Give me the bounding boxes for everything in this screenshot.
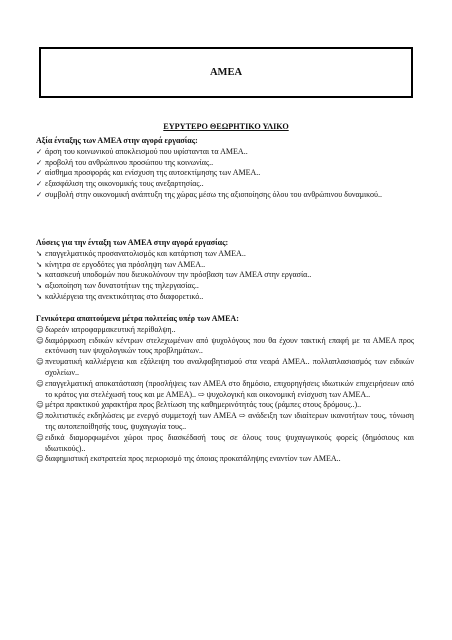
section-value-of-integration xyxy=(36,136,414,201)
list-item: ☺ ειδικά διαμορφωμένοι χώροι προς διασκέδασή τους σε όλους τους ψυχαγωγικούς φορείς (δημόσιους και ιδιωτικούς).. xyxy=(36,432,414,453)
list-item: ☺ πολιτιστικές εκδηλώσεις με ενεργό συμμετοχή των ΑΜΕΑ ⇨ ανάδειξη των ιδιαίτερων ικανοτήτων τους, τόνωση της αυτοπεποίθησής τους, ψυχαγωγία τους.. xyxy=(36,411,414,431)
list-item: ✓ προβολή του ανθρώπινου προσώπου της κοινωνίας.. xyxy=(36,157,214,167)
smiley-face-icon: ☺ xyxy=(36,454,44,464)
section-heading: Λύσεις για την ένταξη των ΑΜΕΑ στην αγορά εργασίας: xyxy=(36,238,229,247)
title-box xyxy=(39,47,413,98)
section-heading: Αξία ένταξης των ΑΜΕΑ στην αγορά εργασίας: xyxy=(36,136,198,145)
list-item: ☺ πνευματική καλλιέργεια και εξάλειψη του αναλφαβητισμού στα νεαρά ΑΜΕΑ.. πολλαπλασιασμός των ειδικών σχολείων.. xyxy=(36,357,414,377)
list-item: ➘ κατασκευή υποδομών που διευκολύνουν την πρόσβαση των ΑΜΕΑ στην εργασία.. xyxy=(36,270,312,280)
smiley-face-icon: ☺ xyxy=(36,335,44,345)
list-item: ☺ διαμόρφωση ειδικών κέντρων στελεχωμένων από ψυχολόγους που θα έχουν τακτική επαφή με τα ΑΜΕΑ προς εκτόνωση των ψυχολογικών τους προβλημάτων.. xyxy=(36,335,414,356)
smiley-face-icon: ☺ xyxy=(36,400,44,410)
arrow-bullet-icon: ➘ xyxy=(36,291,43,301)
check-mark-icon: ✓ xyxy=(36,157,43,167)
section-state-measures xyxy=(36,314,414,465)
check-mark-icon: ✓ xyxy=(36,168,43,178)
document-subtitle: ΕΥΡΥΤΕΡΟ ΘΕΩΡΗΤΙΚΟ ΥΛΙΚΟ xyxy=(163,122,289,131)
check-mark-icon: ✓ xyxy=(36,146,43,156)
check-mark-icon: ✓ xyxy=(36,189,43,199)
document-title: ΑΜΕΑ xyxy=(209,67,243,78)
list-item: ✓ άρση του κοινωνικού αποκλεισμού που υφίστανται τα ΑΜΕΑ.. xyxy=(36,146,248,156)
list-item: ➘ αξιοποίηση των δυνατοτήτων της τηλεργασίας.. xyxy=(36,281,199,291)
arrow-bullet-icon: ➘ xyxy=(36,270,43,280)
list-item: ➘ καλλιέργεια της ανεκτικότητας στο διαφορετικό.. xyxy=(36,291,204,301)
list-item: ☺ διαφημιστική εκστρατεία προς περιορισμό της όποιας προκατάληψης εναντίον των ΑΜΕΑ.. xyxy=(36,454,341,464)
list-item: ✓ συμβολή στην οικονομική ανάπτυξη της χώρας μέσω της αξιοποίησης όλου του ανθρώπινου δυναμικού.. xyxy=(36,189,382,199)
list-item: ➘ επαγγελματικός προσανατολισμός και κατάρτιση των ΑΜΕΑ.. xyxy=(36,248,246,258)
arrow-bullet-icon: ➘ xyxy=(36,281,43,291)
list-item: ☺ επαγγελματική αποκατάσταση (προσλήψεις των ΑΜΕΑ στο δημόσιο, επιχορηγήσεις ιδιωτικών επιχειρήσεων από το κράτος για στελέχωσή τους και με ΑΜΕΑ).. ⇨ ψυχολογική και οικονομική ενίσχυση των ΑΜΕΑ.. xyxy=(36,378,414,399)
smiley-face-icon: ☺ xyxy=(36,357,44,367)
section-solutions xyxy=(36,238,414,303)
check-mark-icon: ✓ xyxy=(36,179,43,189)
smiley-face-icon: ☺ xyxy=(36,378,44,388)
arrow-bullet-icon: ➘ xyxy=(36,259,43,269)
list-item: ☺ δωρεάν ιατροφαρμακευτική περίθαλψη.. xyxy=(36,324,176,334)
list-item: ✓ εξασφάλιση της οικονομικής τους ανεξαρτησίας.. xyxy=(36,179,204,189)
list-item: ☺ μέτρα πρακτικού χαρακτήρα προς βελτίωση της καθημερινότητάς τους (ράμπες στους δρόμους..).. xyxy=(36,400,362,410)
smiley-face-icon: ☺ xyxy=(36,411,44,421)
section-heading: Γενικότερα απαιτούμενα μέτρα πολιτείας υπέρ των ΑΜΕΑ: xyxy=(36,314,239,323)
list-item: ➘ κίνητρα σε εργοδότες για πρόσληψη των ΑΜΕΑ.. xyxy=(36,259,206,269)
smiley-face-icon: ☺ xyxy=(36,324,44,334)
smiley-face-icon: ☺ xyxy=(36,432,44,442)
arrow-bullet-icon: ➘ xyxy=(36,248,43,258)
list-item: ✓ αίσθημα προσφοράς και ενίσχυση της αυτοεκτίμησης των ΑΜΕΑ.. xyxy=(36,168,261,178)
